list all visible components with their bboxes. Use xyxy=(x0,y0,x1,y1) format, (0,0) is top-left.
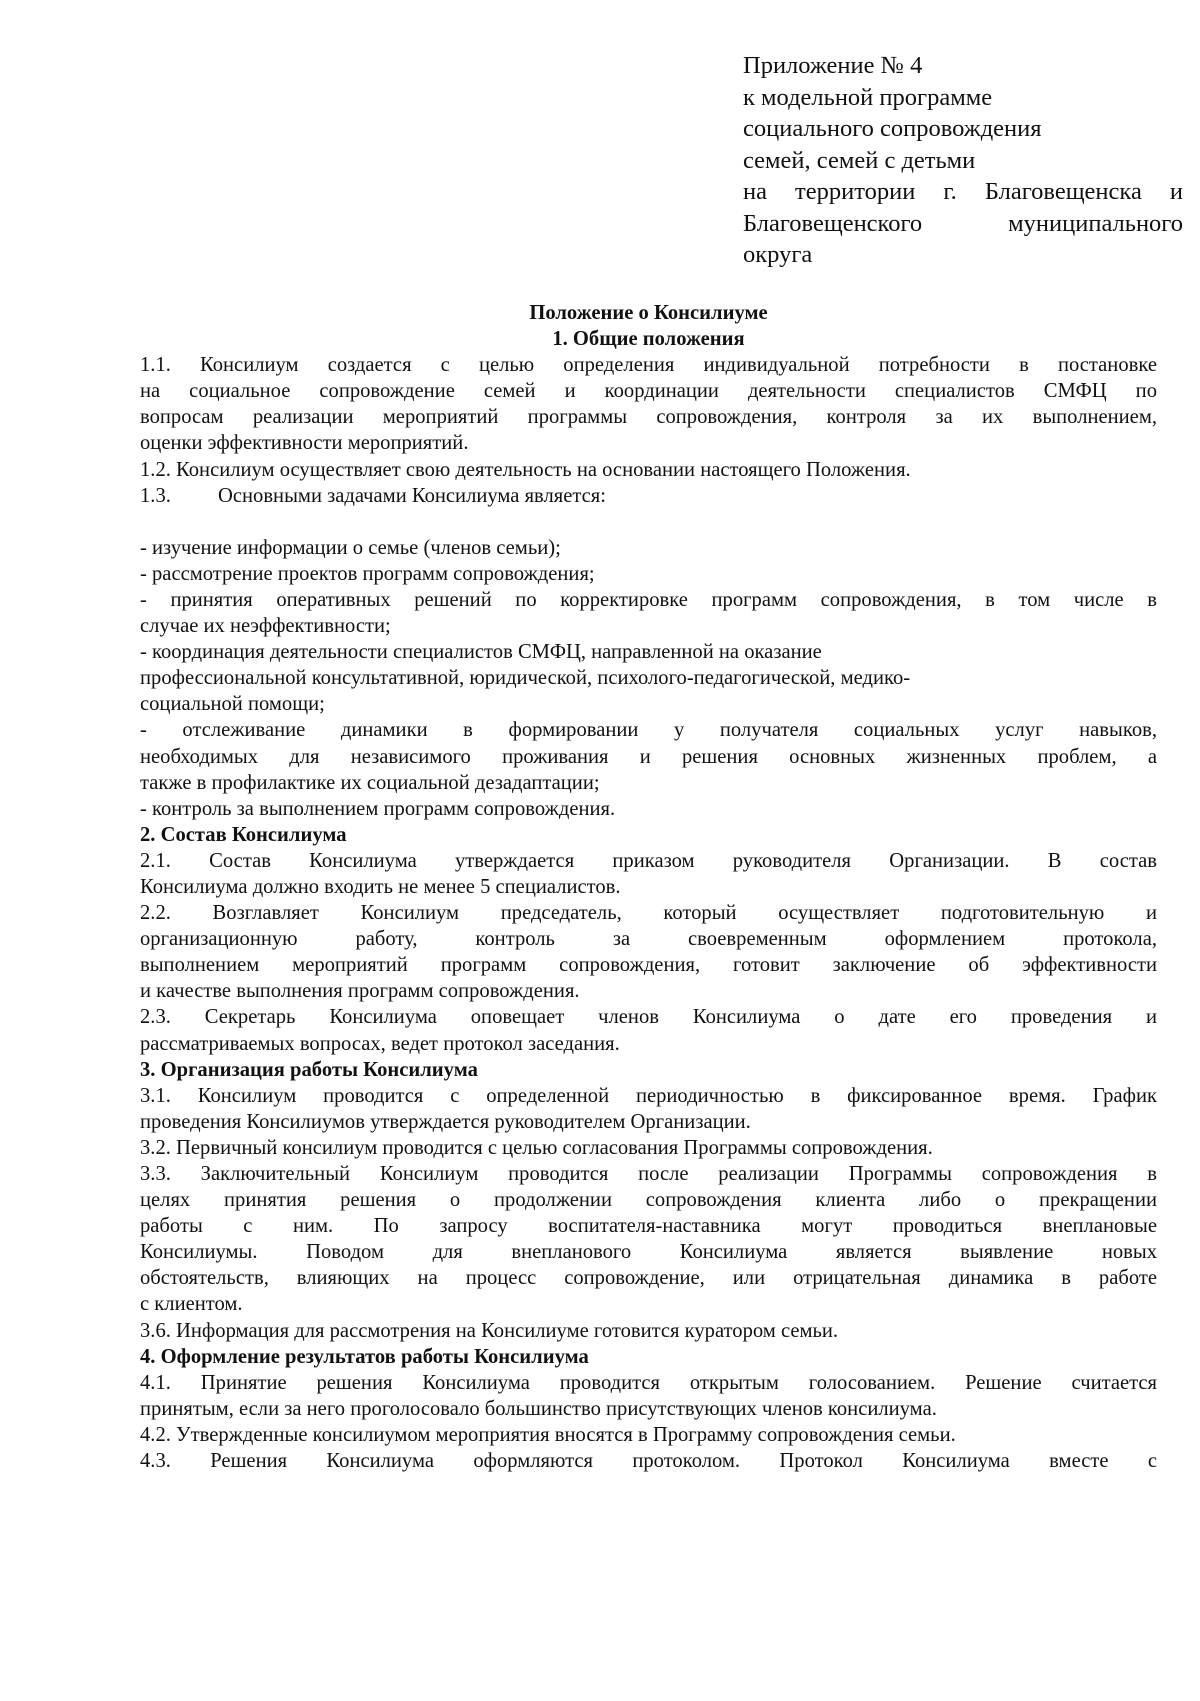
annex-line: семей, семей с детьми xyxy=(743,146,976,174)
paragraph-line: оценки эффективности мероприятий. xyxy=(140,432,469,455)
paragraph-line: с клиентом. xyxy=(140,1293,243,1316)
paragraph-line: 3.6. Информация для рассмотрения на Консилиуме готовится куратором семьи. xyxy=(140,1319,839,1342)
list-item: профессиональной консультативной, юридической, психолого-педагогической, медико- xyxy=(140,667,911,690)
section-2-heading: 2. Состав Консилиума xyxy=(140,823,347,846)
list-item: - координация деятельности специалистов СМФЦ, направленной на оказание xyxy=(140,641,822,664)
paragraph-line: 4.2. Утвержденные консилиумом мероприятия вносятся в Программу сопровождения семьи. xyxy=(140,1423,956,1446)
list-item: также в профилактике их социальной дезадаптации; xyxy=(140,771,600,794)
paragraph-line: на социальное сопровождение семей и координации деятельности специалистов СМФЦ по xyxy=(140,380,1157,403)
paragraph-line: Консилиума должно входить не менее 5 специалистов. xyxy=(140,875,621,898)
paragraph-line: 3.1. Консилиум проводится с определенной периодичностью в фиксированное время. График xyxy=(140,1084,1157,1107)
paragraph-line: и качестве выполнения программ сопровождения. xyxy=(140,980,580,1003)
paragraph-line: вопросам реализации мероприятий программы сопровождения, контроля за их выполнением, xyxy=(140,406,1157,429)
list-item: - контроль за выполнением программ сопровождения. xyxy=(140,797,616,820)
blank-line xyxy=(140,509,1157,535)
list-item: - принятия оперативных решений по корректировке программ сопровождения, в том числе в xyxy=(140,588,1157,611)
list-item: случае их неэффективности; xyxy=(140,615,391,638)
item-number: 1.3. xyxy=(140,484,171,507)
document-title: Положение о Консилиуме xyxy=(529,302,768,324)
list-item: - отслеживание динамики в формировании у получателя социальных услуг навыков, xyxy=(140,719,1157,742)
paragraph-line: 1.2. Консилиум осуществляет свою деятельность на основании настоящего Положения. xyxy=(140,458,911,481)
paragraph-line: выполнением мероприятий программ сопровождения, готовит заключение об эффективности xyxy=(140,954,1157,977)
paragraph-line: проведения Консилиумов утверждается руководителем Организации. xyxy=(140,1110,751,1133)
annex-header xyxy=(743,50,1183,271)
annex-line: социального сопровождения xyxy=(743,115,1042,142)
paragraph-line: 3.2. Первичный консилиум проводится с целью согласования Программы сопровождения. xyxy=(140,1136,933,1159)
paragraph-line: работы с ним. По запросу воспитателя-наставника могут проводиться внеплановые xyxy=(140,1215,1157,1238)
list-item: социальной помощи; xyxy=(140,693,325,716)
paragraph-line: 2.1. Состав Консилиума утверждается приказом руководителя Организации. В состав xyxy=(140,849,1157,872)
paragraph-line: 1.1. Консилиум создается с целью определения индивидуальной потребности в постановке xyxy=(140,354,1157,377)
item-text: Основными задачами Консилиума является: xyxy=(218,484,606,507)
paragraph-line: 2.3. Секретарь Консилиума оповещает членов Консилиума о дате его проведения и xyxy=(140,1006,1157,1029)
paragraph-line xyxy=(140,483,1157,509)
paragraph-line: 3.3. Заключительный Консилиум проводится после реализации Программы сопровождения в xyxy=(140,1163,1157,1185)
paragraph-line: 4.1. Принятие решения Консилиума проводится открытым голосованием. Решение считается xyxy=(140,1371,1157,1394)
list-item: - рассмотрение проектов программ сопровождения; xyxy=(140,562,595,585)
annex-line: на территории г. Благовещенска и xyxy=(743,178,1183,205)
paragraph-line: организационную работу, контроль за своевременным оформлением протокола, xyxy=(140,928,1157,951)
list-item: - изучение информации о семье (членов семьи); xyxy=(140,536,561,559)
document-body xyxy=(140,300,1157,1474)
paragraph-line: рассматриваемых вопросах, ведет протокол заседания. xyxy=(140,1032,620,1055)
list-item: необходимых для независимого проживания и решения основных жизненных проблем, а xyxy=(140,745,1157,768)
annex-line: округа xyxy=(743,241,813,268)
annex-line: к модельной программе xyxy=(743,83,993,111)
paragraph-line: целях принятия решения о продолжении сопровождения клиента либо о прекращении xyxy=(140,1189,1157,1212)
annex-line: Благовещенского муниципального xyxy=(743,209,1183,237)
section-4-heading: 4. Оформление результатов работы Консилиума xyxy=(140,1345,589,1368)
section-3-heading: 3. Организация работы Консилиума xyxy=(140,1058,478,1081)
paragraph-line: 4.3. Решения Консилиума оформляются протоколом. Протокол Консилиума вместе с xyxy=(140,1450,1157,1473)
paragraph-line: обстоятельств, влияющих на процесс сопровождение, или отрицательная динамика в работе xyxy=(140,1267,1157,1290)
paragraph-line: 2.2. Возглавляет Консилиум председатель, который осуществляет подготовительную и xyxy=(140,902,1157,925)
paragraph-line: Консилиумы. Поводом для внепланового Консилиума является выявление новых xyxy=(140,1241,1157,1264)
section-1-heading: 1. Общие положения xyxy=(552,328,745,351)
annex-line: Приложение № 4 xyxy=(743,52,923,79)
paragraph-line: принятым, если за него проголосовало большинство присутствующих членов консилиума. xyxy=(140,1397,937,1420)
